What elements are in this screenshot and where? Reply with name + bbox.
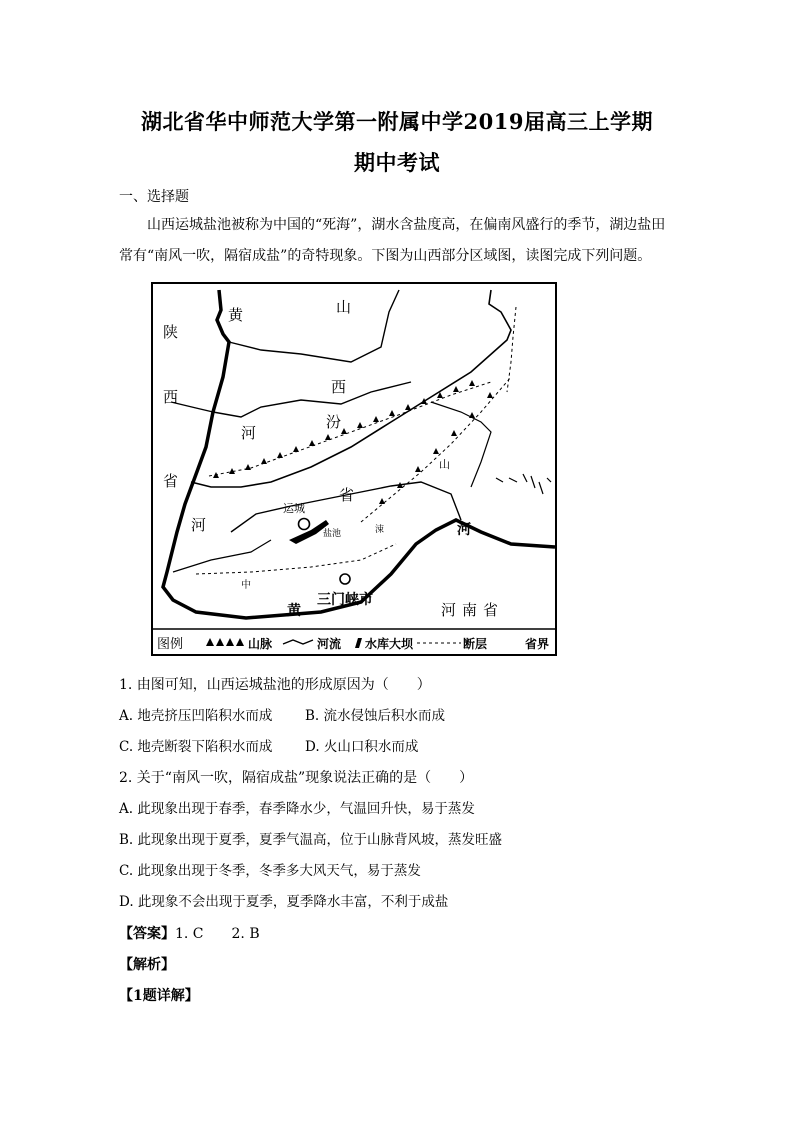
map-label: 汾 xyxy=(326,413,342,431)
map-label: 黄 xyxy=(228,306,244,324)
map-label: 省 xyxy=(339,486,355,504)
legend-boundary: 省界 xyxy=(525,637,550,651)
answer-value: 1. C 2. B xyxy=(175,926,260,942)
question-1-option-c: C. 地壳断裂下陷积水而成 xyxy=(119,739,273,755)
question-2-option-a: A. 此现象出现于春季，春季降水少，气温回升快，易于蒸发 xyxy=(119,801,475,817)
map-label: 河 xyxy=(241,424,257,442)
map-label: 山 xyxy=(439,458,450,471)
map-label: 西 xyxy=(163,388,179,406)
intro-text-line2: 常有“南风一吹，隔宿成盐”的奇特现象。下图为山西部分区域图，读图完成下列问题。 xyxy=(119,248,652,264)
legend-fault: 断层 xyxy=(463,637,488,651)
map-label: 运城 xyxy=(283,502,305,515)
section-heading: 一、选择题 xyxy=(119,189,189,205)
legend-river: 河流 xyxy=(317,637,342,651)
answer-line xyxy=(119,924,260,944)
map-label: 河 xyxy=(457,522,471,538)
intro-text-line1: 山西运城盐池被称为中国的“死海”，湖水含盐度高，在偏南风盛行的季节，湖边盐田 xyxy=(147,217,666,233)
yuncheng-marker xyxy=(299,519,310,530)
map-label: 西 xyxy=(331,378,347,396)
document-title-line2: 期中考试 xyxy=(354,150,440,175)
map-label: 中 xyxy=(241,580,251,591)
sanmenxia-marker xyxy=(340,574,350,584)
map-label: 山 xyxy=(336,298,352,316)
map-label: 涑 xyxy=(375,525,385,535)
map-label: 省 xyxy=(163,472,179,490)
question-2-option-d: D. 此现象不会出现于夏季，夏季降水丰富，不利于成盐 xyxy=(119,894,449,910)
detail-heading: 【1题详解】 xyxy=(119,988,199,1004)
analysis-heading: 【解析】 xyxy=(119,957,175,973)
answer-label: 【答案】 xyxy=(119,926,175,942)
legend-title: 图例 xyxy=(157,637,184,652)
question-2-stem: 2. 关于“南风一吹，隔宿成盐”现象说法正确的是（ ） xyxy=(119,770,474,786)
legend-reservoir: 水库大坝 xyxy=(365,637,414,651)
question-1-option-a: A. 地壳挤压凹陷积水而成 xyxy=(119,708,273,724)
map-label: 河 xyxy=(191,516,207,534)
map-label: 陕 xyxy=(163,323,179,341)
map-label: 三门峡市 xyxy=(317,592,373,608)
document-title-line1: 湖北省华中师范大学第一附属中学2019届高三上学期 xyxy=(141,109,653,134)
map-label: 盐池 xyxy=(323,529,342,539)
shanxi-region-map xyxy=(151,282,557,656)
question-1-option-d: D. 火山口积水而成 xyxy=(305,739,419,755)
legend-mountain: 山脉 xyxy=(248,637,273,651)
question-1-stem: 1. 由图可知，山西运城盐池的形成原因为（ ） xyxy=(119,677,431,693)
question-2-option-c: C. 此现象出现于冬季，冬季多大风天气，易于蒸发 xyxy=(119,863,421,879)
map-label: 黄 xyxy=(287,603,301,619)
question-2-option-b: B. 此现象出现于夏季，夏季气温高，位于山脉背风坡，蒸发旺盛 xyxy=(119,832,503,848)
question-1-option-b: B. 流水侵蚀后积水而成 xyxy=(305,708,446,724)
map-label: 河南省 xyxy=(441,601,505,619)
